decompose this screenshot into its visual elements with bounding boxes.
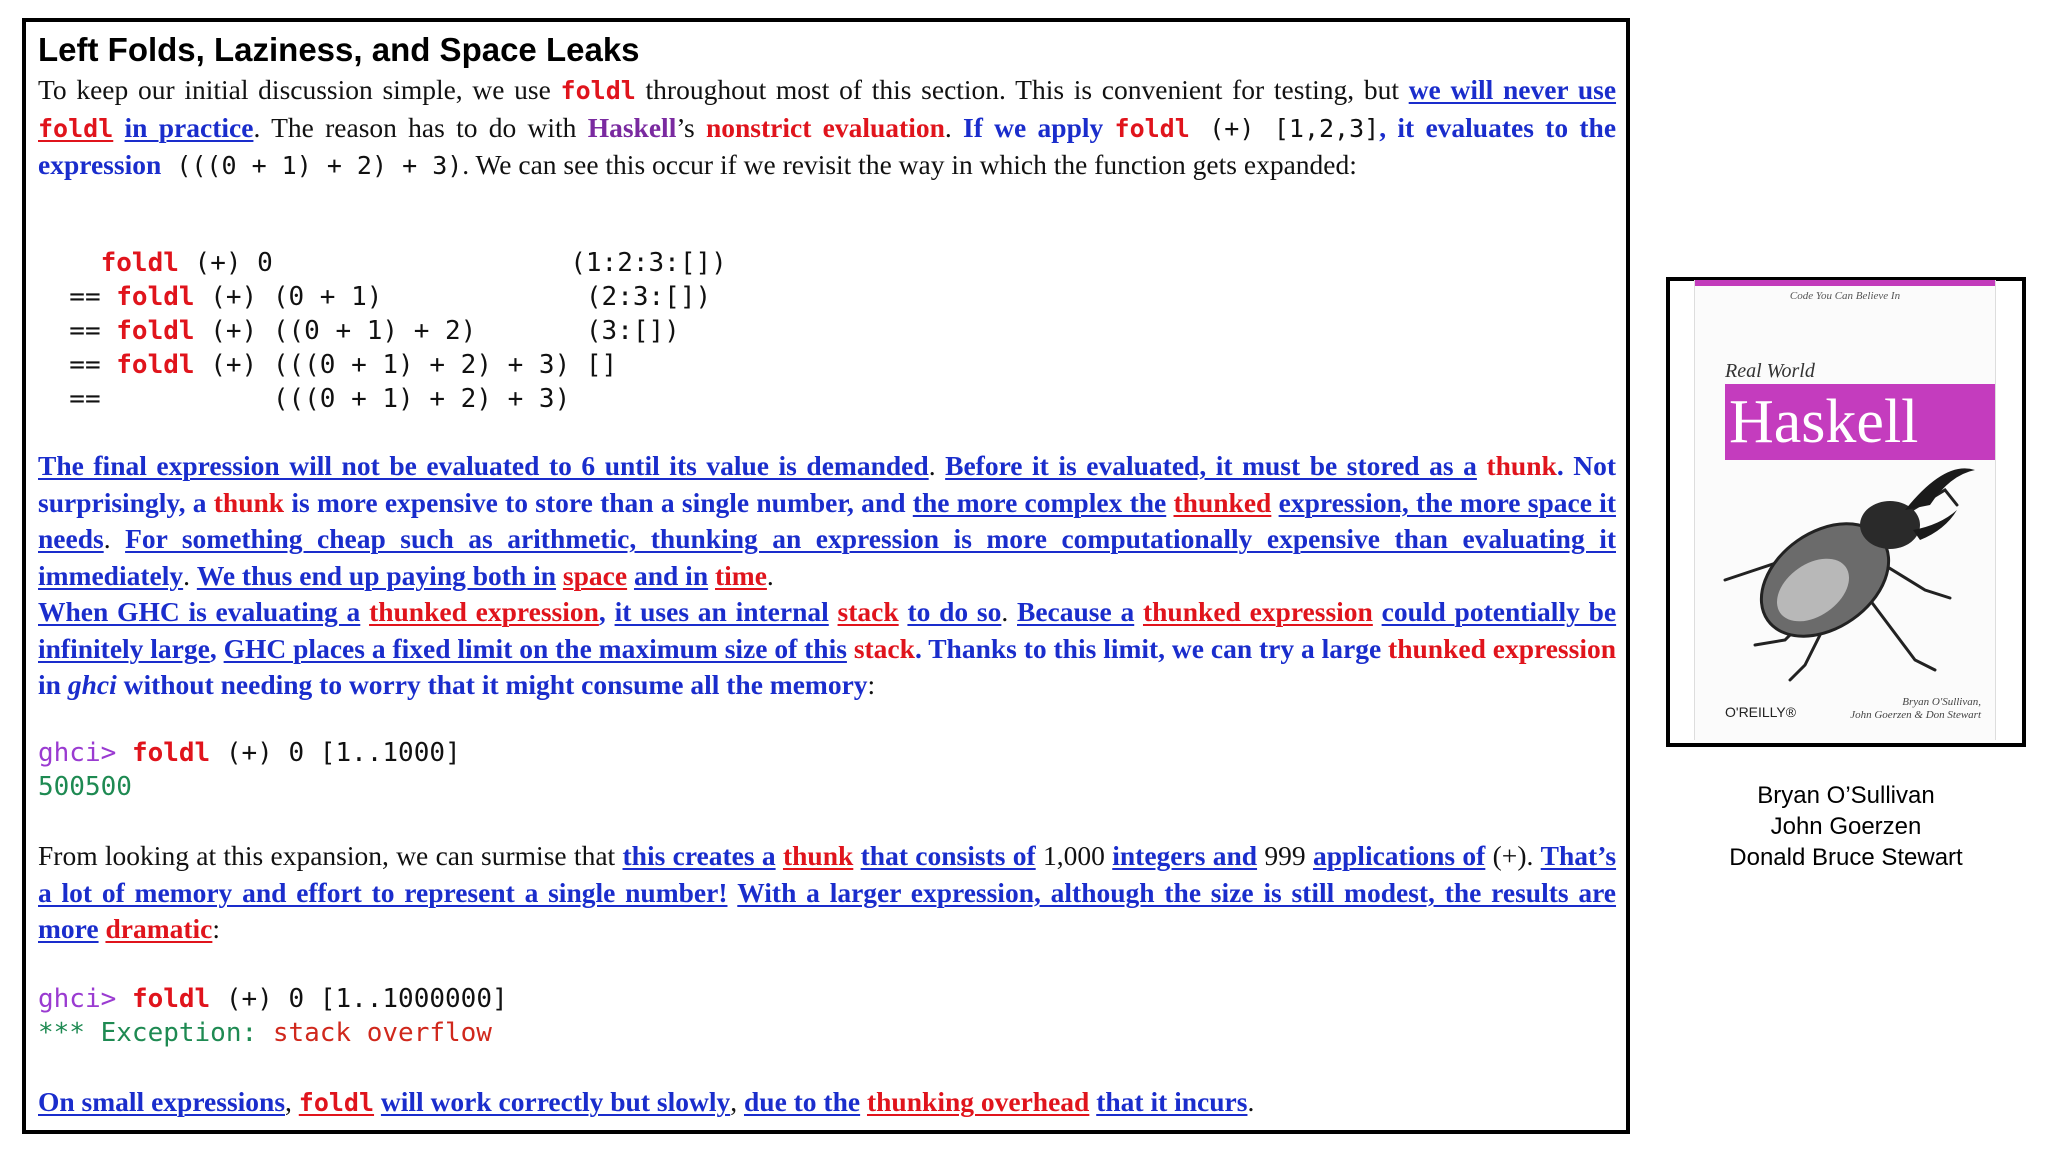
text-span: we will never use: [1408, 74, 1617, 105]
text-span: in practice: [124, 111, 254, 143]
text-span: (+) (0 + 1) (2:3:[]): [194, 282, 712, 312]
text-span: applications of: [1312, 840, 1486, 871]
text-span: When GHC is evaluating a: [38, 596, 361, 627]
thunk-paragraph: [38, 448, 1616, 594]
text-span: ,: [1379, 111, 1398, 143]
stack-paragraph: [38, 594, 1616, 704]
text-span: [1166, 487, 1173, 518]
text-span: nonstrict evaluation: [705, 111, 945, 143]
book-series: Real World: [1725, 360, 1815, 382]
text-span: space: [562, 559, 628, 591]
text-span: [38, 248, 101, 278]
text-span: without needing to worry that it might consume all the memory: [116, 669, 868, 700]
ghci-prompt: ghci>: [38, 984, 117, 1014]
text-span: [1271, 487, 1278, 518]
text-span: Before it is evaluated, it must be stored as a: [945, 450, 1477, 481]
text-span: [1373, 596, 1382, 627]
code-line: [38, 382, 727, 416]
text-span: . The reason has to do with: [253, 111, 588, 143]
text-span: [1134, 596, 1143, 627]
text-span: [829, 596, 838, 627]
text-span: this creates a: [622, 840, 776, 871]
text-span: That’s a lot of memory and effort to represent a single number!: [38, 840, 1617, 908]
intro-paragraph: [38, 72, 1616, 185]
text-span: . Not surprisingly, a: [38, 450, 1617, 518]
code-line: [38, 280, 727, 314]
text-span: due to the: [743, 1086, 861, 1117]
text-span: and in: [633, 559, 709, 591]
text-span: (((0 + 1) + 2) + 3): [272, 384, 571, 414]
text-span: thunk: [213, 486, 285, 518]
author-name: Donald Bruce Stewart: [1729, 844, 1963, 871]
publisher-logo: O'REILLY®: [1725, 704, 1797, 720]
text-span: thunked expression: [1142, 596, 1373, 627]
text-span: thunked: [1173, 486, 1272, 518]
code-line: [38, 348, 727, 382]
text-span: ,: [598, 596, 615, 627]
text-span: that consists of: [860, 840, 1036, 871]
text-span: On small expressions: [38, 1086, 286, 1117]
text-span: expression, the more space it needs: [38, 486, 1616, 554]
text-span: We thus end up paying both in: [196, 559, 557, 591]
author-name: Bryan O’Sullivan: [1757, 782, 1935, 809]
text-span: throughout most of this section. This is convenient for testing, but: [635, 74, 1409, 105]
book-tagline: Code You Can Believe In: [1789, 290, 1901, 302]
text-span: ,: [209, 632, 224, 664]
stack-overflow-text: stack overflow: [272, 1018, 492, 1048]
text-span: foldl: [38, 113, 114, 143]
text-span: [847, 633, 854, 664]
text-span: 1,000: [1035, 840, 1113, 871]
text-span: .: [183, 559, 197, 591]
text-span: .: [944, 111, 964, 143]
text-span: (+) ((0 + 1) + 2) (3:[]): [194, 316, 680, 346]
text-span: The final expression will not be evaluated to 6 until its value is demanded: [38, 450, 929, 481]
text-span: thunked expression: [1388, 632, 1617, 664]
text-span: is more expensive to store than a single number, and: [284, 486, 913, 518]
text-span: If we apply: [963, 111, 1115, 143]
conclusion-paragraph: [38, 1084, 1616, 1122]
section-title: Left Folds, Laziness, and Space Leaks: [38, 31, 640, 68]
text-span: it uses an internal: [614, 596, 829, 627]
text-span: foldl: [131, 738, 211, 768]
text-span: thunk: [782, 840, 854, 871]
text-span: (+) 0 (1:2:3:[]): [178, 248, 727, 278]
text-span: ’s: [676, 111, 706, 143]
text-span: stack: [837, 596, 899, 627]
text-span: ==: [38, 350, 117, 380]
text-span: stack: [853, 632, 915, 664]
code-line: [38, 246, 727, 280]
text-span: [853, 840, 860, 871]
text-span: (+) (((0 + 1) + 2) + 3) []: [194, 350, 618, 380]
cover-authors: Bryan O'Sullivan, John Goerzen & Don Stewart: [1850, 696, 1981, 721]
text-span: will work correctly but slowly: [380, 1086, 731, 1117]
text-span: (((0 + 1) + 2) + 3): [161, 151, 463, 180]
text-span: [776, 840, 783, 871]
author-list: [1666, 780, 2026, 873]
text-span: [360, 596, 369, 627]
text-span: ,: [730, 1086, 744, 1117]
author-name: John Goerzen: [1770, 813, 1922, 840]
text-span: dramatic: [105, 913, 213, 944]
text-span: time: [715, 559, 767, 591]
book-title: Haskell: [1729, 388, 1919, 456]
text-span: foldl: [116, 316, 195, 346]
cover-top-stripe: [1695, 280, 1995, 286]
text-span: foldl: [116, 282, 195, 312]
text-span: ghci: [67, 669, 117, 700]
text-span: :: [212, 913, 221, 944]
text-span: For something cheap such as arithmetic, thunking an expression is more computationally expensive than evaluating it immediately: [38, 523, 1616, 591]
text-span: [708, 560, 715, 591]
text-span: foldl: [131, 984, 211, 1014]
text-span: ==: [38, 282, 117, 312]
text-span: :: [867, 669, 876, 700]
beetle-illustration: [1695, 430, 1995, 690]
text-span: (+) [1,2,3]: [1189, 113, 1380, 143]
text-span: thunking overhead: [866, 1086, 1090, 1117]
text-span: (+) 0 [1..1000]: [210, 738, 461, 768]
text-span: [727, 877, 737, 908]
text-span: [374, 1086, 381, 1117]
text-span: From looking at this expansion, we can surmise that: [38, 840, 623, 871]
text-span: .: [1001, 596, 1017, 627]
text-span: foldl: [1114, 113, 1190, 143]
text-span: it evaluates to the expression: [38, 111, 1617, 180]
text-span: thunked expression: [369, 596, 599, 627]
foldl-expansion-code: [38, 246, 727, 416]
book-cover: [1694, 280, 1996, 740]
text-span: ==: [38, 384, 273, 414]
text-span: [556, 560, 563, 591]
text-span: .: [1247, 1086, 1255, 1117]
ghci-session-2: [38, 982, 508, 1050]
text-span: to do so: [907, 596, 1002, 627]
text-span: [113, 112, 124, 143]
text-span: . Thanks to this limit, we can try a large: [914, 632, 1389, 664]
ghci-prompt: ghci>: [38, 738, 117, 768]
text-span: GHC places a fixed limit on the maximum size of this: [223, 632, 847, 664]
text-span: Haskell: [587, 111, 677, 143]
text-span: . We can see this occur if we revisit the way in which the function gets expanded:: [462, 149, 1357, 180]
ghci-session-1: [38, 736, 461, 804]
text-span: Because a: [1017, 596, 1135, 627]
text-span: could potentially be infinitely large: [38, 596, 1617, 664]
text-span: foldl: [298, 1088, 375, 1117]
text-span: (+).: [1485, 840, 1541, 871]
code-line: [38, 314, 727, 348]
text-span: in: [38, 669, 68, 700]
text-span: To keep our initial discussion simple, we use: [38, 74, 561, 105]
text-span: With a larger expression, although the size is still modest, the results are more: [38, 876, 1617, 944]
text-span: 999: [1257, 840, 1313, 871]
text-span: foldl: [100, 248, 179, 278]
text-span: integers and: [1112, 840, 1258, 871]
text-span: .: [928, 450, 946, 481]
surmise-paragraph: [38, 838, 1616, 948]
foldl-keyword: foldl: [560, 76, 636, 105]
text-span: ==: [38, 316, 117, 346]
text-span: ,: [285, 1086, 299, 1117]
text-span: .: [103, 523, 126, 554]
ghci-result: 500500: [38, 772, 132, 802]
text-span: (+) 0 [1..1000000]: [210, 984, 508, 1014]
text-span: the more complex the: [912, 486, 1167, 518]
text-span: thunk: [1486, 450, 1557, 481]
text-span: *** Exception:: [38, 1018, 273, 1048]
text-span: [860, 1086, 867, 1117]
text-span: that it incurs: [1096, 1086, 1248, 1117]
text-span: foldl: [116, 350, 195, 380]
text-span: .: [766, 559, 774, 591]
text-span: [627, 560, 634, 591]
